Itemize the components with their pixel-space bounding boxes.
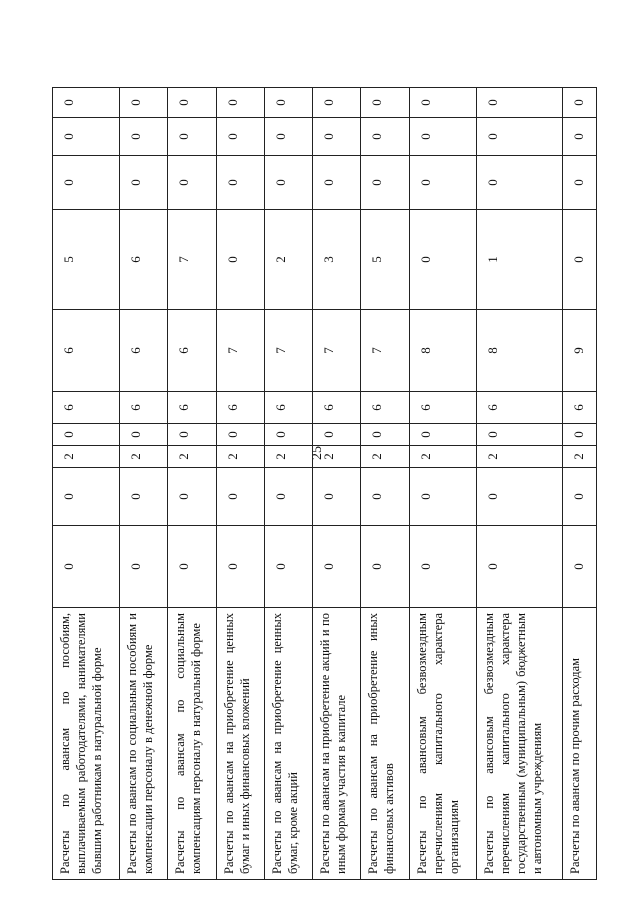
table-row — [562, 88, 596, 880]
code-cell: 6 — [120, 310, 168, 392]
code-cell: 0 — [120, 118, 168, 156]
account-name-cell: Расчеты по авансам на приобретение иных финансовых активов — [361, 608, 409, 880]
code-cell: 0 — [168, 118, 216, 156]
code-cell: 8 — [476, 310, 562, 392]
code-cell: 0 — [361, 156, 409, 210]
account-name-cell: Расчеты по авансам на приобретение ценных бумаг, кроме акций — [264, 608, 312, 880]
code-cell: 0 — [120, 526, 168, 608]
code-cell: 0 — [476, 156, 562, 210]
code-cell: 0 — [216, 424, 264, 446]
code-cell: 2 — [264, 446, 312, 468]
code-cell: 5 — [361, 210, 409, 310]
code-cell: 6 — [264, 392, 312, 424]
code-cell: 7 — [361, 310, 409, 392]
account-name-cell: Расчеты по авансам по социальным пособиям и компенсации персоналу в денежной форме — [120, 608, 168, 880]
code-cell: 0 — [53, 468, 120, 526]
code-cell: 0 — [313, 156, 361, 210]
code-cell: 0 — [216, 468, 264, 526]
code-cell: 0 — [168, 468, 216, 526]
code-cell: 0 — [168, 424, 216, 446]
code-cell: 0 — [264, 468, 312, 526]
code-cell: 0 — [476, 118, 562, 156]
code-cell: 7 — [216, 310, 264, 392]
code-cell: 0 — [216, 88, 264, 118]
code-cell: 0 — [476, 88, 562, 118]
code-cell: 0 — [409, 156, 476, 210]
table-row — [409, 88, 476, 880]
code-cell: 0 — [53, 526, 120, 608]
code-cell: 0 — [216, 210, 264, 310]
code-cell: 0 — [562, 468, 596, 526]
code-cell: 2 — [476, 446, 562, 468]
code-cell: 2 — [53, 446, 120, 468]
code-cell: 0 — [361, 526, 409, 608]
account-name-cell: Расчеты по авансам на приобретение акций и по иным формам участия в капитале — [313, 608, 361, 880]
code-cell: 0 — [361, 468, 409, 526]
code-cell: 6 — [562, 392, 596, 424]
code-cell: 0 — [562, 210, 596, 310]
code-cell: 0 — [53, 88, 120, 118]
code-cell: 2 — [216, 446, 264, 468]
account-name-cell: Расчеты по авансам по прочим расходам — [562, 608, 596, 880]
code-cell: 5 — [53, 210, 120, 310]
code-cell: 0 — [409, 88, 476, 118]
code-cell: 2 — [361, 446, 409, 468]
account-name-cell: Расчеты по авансовым безвозмездным перечислениям капитального характера организациям — [409, 608, 476, 880]
table-row — [361, 88, 409, 880]
code-cell: 0 — [409, 210, 476, 310]
code-cell: 2 — [409, 446, 476, 468]
code-cell: 0 — [361, 118, 409, 156]
code-cell: 0 — [409, 468, 476, 526]
code-cell: 0 — [313, 118, 361, 156]
code-cell: 3 — [313, 210, 361, 310]
code-cell: 0 — [264, 424, 312, 446]
code-cell: 7 — [168, 210, 216, 310]
code-cell: 0 — [562, 156, 596, 210]
code-cell: 0 — [361, 424, 409, 446]
code-cell: 0 — [313, 468, 361, 526]
code-cell: 7 — [264, 310, 312, 392]
code-cell: 0 — [216, 156, 264, 210]
code-cell: 0 — [313, 88, 361, 118]
table-row — [264, 88, 312, 880]
code-cell: 6 — [53, 310, 120, 392]
code-cell: 0 — [409, 526, 476, 608]
code-cell: 0 — [264, 118, 312, 156]
code-cell: 0 — [53, 156, 120, 210]
code-cell: 1 — [476, 210, 562, 310]
code-cell: 0 — [562, 424, 596, 446]
code-cell: 0 — [476, 526, 562, 608]
code-cell: 6 — [120, 392, 168, 424]
account-name-cell: Расчеты по авансам по пособиям, выплачиваемым работодателями, нанимателями бывшим работникам в натуральной форме — [53, 608, 120, 880]
code-cell: 0 — [53, 118, 120, 156]
code-cell: 0 — [216, 526, 264, 608]
code-cell: 2 — [264, 210, 312, 310]
table-row — [53, 88, 120, 880]
table-body — [53, 88, 597, 880]
table-row — [313, 88, 361, 880]
code-cell: 0 — [264, 526, 312, 608]
code-cell: 2 — [313, 446, 361, 468]
page-number: 25 — [310, 446, 325, 460]
code-cell: 6 — [168, 392, 216, 424]
code-cell: 0 — [264, 156, 312, 210]
code-cell: 6 — [313, 392, 361, 424]
rotated-table-container — [52, 88, 597, 880]
accounts-table — [52, 87, 597, 880]
code-cell: 6 — [53, 392, 120, 424]
code-cell: 6 — [168, 310, 216, 392]
account-name-cell: Расчеты по авансовым безвозмездным перечислениям капитального характера государственным (муниципальным) бюджетным и автономным учреждениям — [476, 608, 562, 880]
code-cell: 0 — [120, 88, 168, 118]
code-cell: 0 — [313, 526, 361, 608]
code-cell: 6 — [476, 392, 562, 424]
code-cell: 0 — [168, 156, 216, 210]
code-cell: 0 — [120, 424, 168, 446]
code-cell: 2 — [120, 446, 168, 468]
code-cell: 0 — [562, 88, 596, 118]
code-cell: 9 — [562, 310, 596, 392]
table-row — [120, 88, 168, 880]
code-cell: 0 — [562, 118, 596, 156]
code-cell: 7 — [313, 310, 361, 392]
code-cell: 6 — [361, 392, 409, 424]
account-name-cell: Расчеты по авансам на приобретение ценных бумаг и иных финансовых вложений — [216, 608, 264, 880]
code-cell: 0 — [53, 424, 120, 446]
code-cell: 6 — [409, 392, 476, 424]
code-cell: 6 — [120, 210, 168, 310]
code-cell: 0 — [120, 468, 168, 526]
code-cell: 0 — [476, 424, 562, 446]
code-cell: 0 — [361, 88, 409, 118]
code-cell: 0 — [264, 88, 312, 118]
code-cell: 0 — [168, 88, 216, 118]
code-cell: 6 — [216, 392, 264, 424]
code-cell: 2 — [562, 446, 596, 468]
code-cell: 8 — [409, 310, 476, 392]
code-cell: 0 — [476, 468, 562, 526]
code-cell: 0 — [216, 118, 264, 156]
code-cell: 0 — [562, 526, 596, 608]
table-row — [168, 88, 216, 880]
table-row — [216, 88, 264, 880]
table-row — [476, 88, 562, 880]
account-name-cell: Расчеты по авансам по социальным компенсациям персоналу в натуральной форме — [168, 608, 216, 880]
code-cell: 0 — [409, 424, 476, 446]
code-cell: 0 — [120, 156, 168, 210]
code-cell: 2 — [168, 446, 216, 468]
code-cell: 0 — [313, 424, 361, 446]
code-cell: 0 — [409, 118, 476, 156]
code-cell: 0 — [168, 526, 216, 608]
